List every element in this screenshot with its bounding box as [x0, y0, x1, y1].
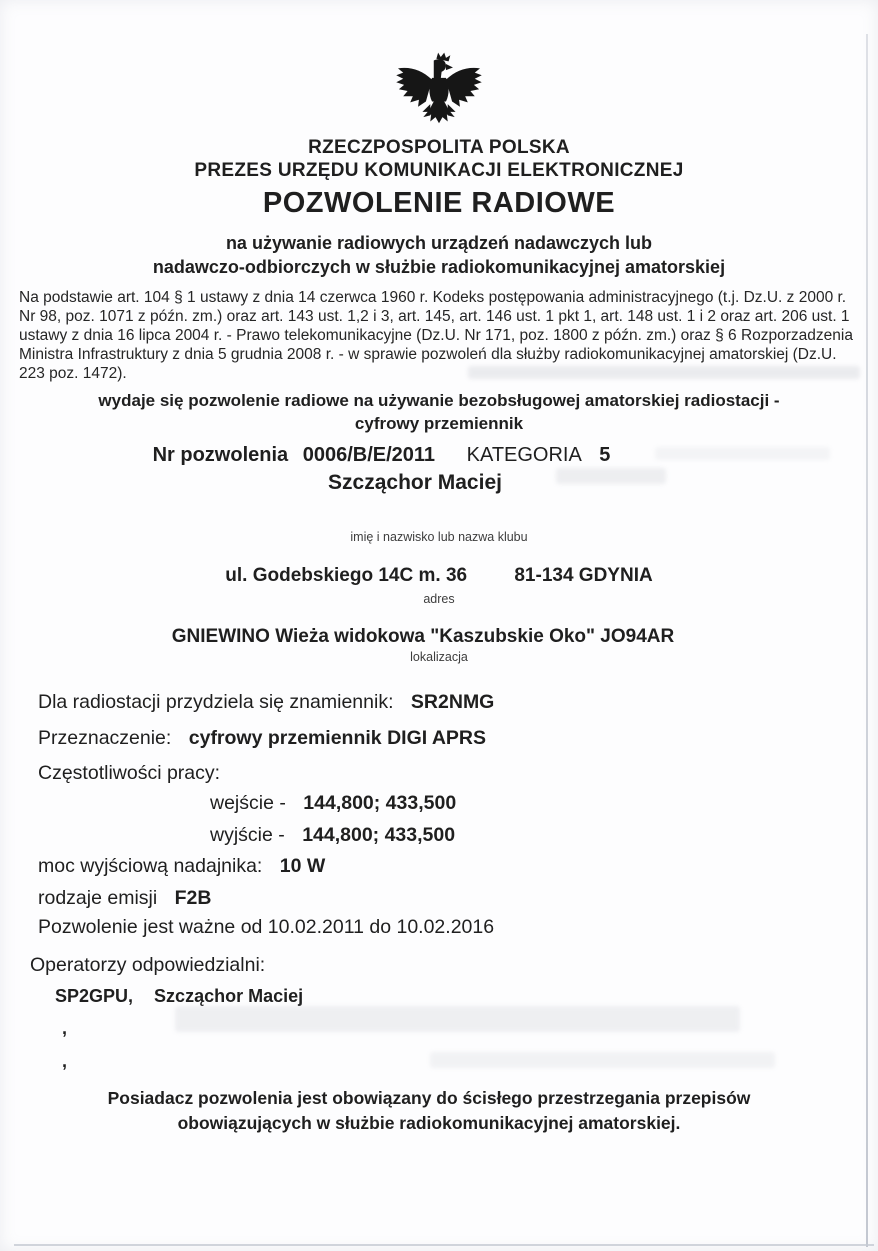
holder-name: Szcząchor Maciej [328, 471, 502, 494]
operator-empty-row: , [62, 1051, 68, 1071]
validity-line: Pozwolenie jest ważne od 10.02.2011 do 10.02.2016 [38, 916, 495, 938]
page-edge-shadow-bottom [14, 1244, 874, 1246]
erased-text-smudge [655, 447, 830, 460]
operator-empty-row: , [62, 1018, 68, 1038]
output-frequency-line [210, 824, 455, 847]
input-frequency-value: 144,800; 433,500 [303, 792, 457, 814]
erased-text-smudge [175, 1006, 740, 1032]
document-subtitle-line2: nadawczo-odbiorczych w służbie radiokomunikacyjnej amatorskiej [152, 257, 726, 277]
obligation-line1: Posiadacz pozwolenia jest obowiązany do ścisłego przestrzegania przepisów [107, 1088, 751, 1108]
obligation-line2: obowiązujących w służbie radiokomunikacyjnej amatorskiej. [177, 1113, 681, 1133]
power-line [38, 855, 325, 878]
erased-text-smudge [468, 366, 860, 379]
output-frequency-value: 144,800; 433,500 [302, 824, 456, 846]
operators-label: Operatorzy odpowiedzialni: [30, 954, 266, 976]
input-frequency-label: wejście - [210, 792, 286, 814]
issuing-authority: PREZES URZĘDU KOMUNIKACJI ELEKTRONICZNEJ [194, 160, 684, 181]
location-caption: lokalizacja [410, 650, 468, 664]
grant-statement [0, 389, 878, 435]
holder-name-caption: imię i nazwisko lub nazwa klubu [350, 530, 528, 544]
operator-entry [55, 986, 303, 1007]
erased-text-smudge [430, 1052, 775, 1068]
emission-line [38, 887, 211, 910]
operator-callsign: SP2GPU, [55, 986, 134, 1006]
obligation-statement [0, 1086, 878, 1136]
polish-eagle-emblem-icon [395, 50, 483, 137]
purpose-value: cyfrowy przemiennik DIGI APRS [188, 727, 487, 749]
output-frequency-label: wyjście - [210, 824, 285, 846]
emission-value: F2B [174, 887, 212, 909]
document-title: POZWOLENIE RADIOWE [262, 187, 616, 219]
page-edge-shadow-right [866, 34, 868, 1247]
power-label: moc wyjściową nadajnika: [38, 855, 263, 877]
holder-street: ul. Godebskiego 14C m. 36 [225, 565, 468, 586]
legal-basis-paragraph: Na podstawie art. 104 § 1 ustawy z dnia 14 czerwca 1960 r. Kodeks postępowania administracyjnego (t.j. Dz.U. z 2000 r. Nr 98, poz. 1071 z późn. zm.) oraz art. 143 ust. 1,2 i 3, art. 145, art. 146 ust. 1 pkt 1, art. 148 ust. 1 i 2 oraz art. 206 ust. 1 ustawy z dnia 16 lipca 2004 r. - Prawo telekomunikacyjne (Dz.U. Nr 171, poz. 1800 z późn. zm.) oraz § 6 Rozporzadzenia Ministra Infrastruktury z dnia 5 grudnia 2008 r. - w sprawie pozwoleń dla służby radiokomunikacyjnej amatorskiej (Dz.U. 223 poz. 1472). [19, 289, 853, 382]
holder-address-line [0, 565, 878, 587]
purpose-label: Przeznaczenie: [38, 727, 172, 749]
erased-text-smudge [556, 468, 666, 484]
power-value: 10 W [279, 855, 326, 877]
grant-statement-line1: wydaje się pozwolenie radiowe na używanie bezobsługowej amatorskiej radiostacji - [98, 391, 780, 410]
station-location: GNIEWINO Wieża widokowa "Kaszubskie Oko" JO94AR [171, 626, 675, 647]
input-frequency-line [210, 792, 456, 815]
address-caption: adres [423, 592, 455, 606]
purpose-line [38, 727, 486, 750]
category-value: 5 [599, 444, 611, 466]
country-name: RZECZPOSPOLITA POLSKA [308, 137, 570, 158]
document-subtitle-line1: na używanie radiowych urządzeń nadawczych lub [225, 233, 653, 253]
license-number-label: Nr pozwolenia [152, 444, 289, 466]
callsign-value: SR2NMG [410, 691, 495, 713]
callsign-line [38, 691, 494, 714]
operator-name: Szcząchor Maciej [154, 986, 304, 1006]
category-label: KATEGORIA [466, 444, 581, 466]
license-number-value: 0006/B/E/2011 [302, 444, 436, 466]
grant-statement-line2: cyfrowy przemiennik [354, 414, 524, 433]
callsign-label: Dla radiostacji przydziela się znamiennik: [38, 691, 394, 713]
holder-postal-city: 81-134 GDYNIA [514, 565, 653, 586]
frequencies-label: Częstotliwości pracy: [38, 762, 221, 784]
emission-label: rodzaje emisji [38, 887, 158, 909]
